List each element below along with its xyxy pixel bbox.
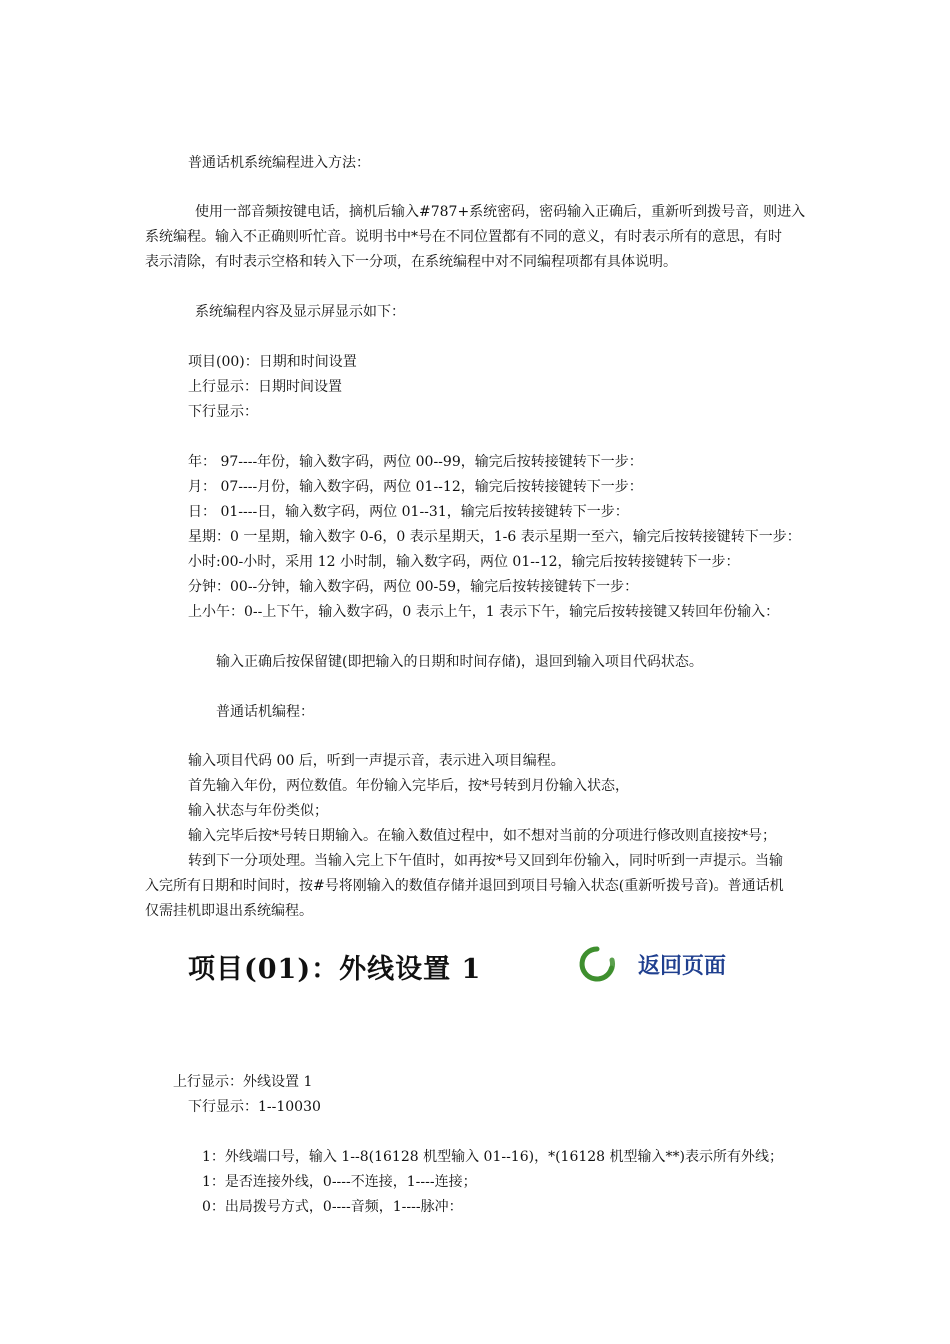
step-line: 输入完毕后按*号转日期输入。在输入数值过程中，如不想对当前的分项进行修改则直接按*号；: [188, 828, 776, 844]
item00-title: 项目(00)：日期和时间设置: [188, 354, 357, 370]
item00-upper-display: 上行显示：日期时间设置: [188, 379, 342, 395]
step-line: 输入项目代码 00 后，听到一声提示音，表示进入项目编程。: [188, 753, 565, 769]
intro-paragraph-line: 系统编程。输入不正确则听忙音。说明书中*号在不同位置都有不同的意义，有时表示所有的意思，有时: [145, 229, 782, 245]
item01-lower-display: 下行显示：1--10030: [188, 1099, 321, 1115]
item01-field-dial-mode: 0：出局拨号方式，0----音频，1----脉冲：: [202, 1199, 463, 1215]
item01-field-connect: 1：是否连接外线，0----不连接，1----连接；: [202, 1174, 477, 1190]
step-line: 仅需挂机即退出系统编程。: [145, 903, 313, 919]
step-line: 入完所有日期和时间时，按#号将刚输入的数值存储并退回到项目号输入状态(重新听拨号音)。普通话机: [145, 878, 784, 894]
intro-paragraph-line: 使用一部音频按键电话，摘机后输入#787+系统密码，密码输入正确后，重新听到拨号音，则进入: [195, 204, 806, 220]
field-month: 月： 07----月份，输入数字码，两位 01--12，输完后按转接键转下一步：: [188, 479, 643, 495]
back-to-page-link[interactable]: [578, 942, 726, 986]
save-note: 输入正确后按保留键(即把输入的日期和时间存储)，退回到输入项目代码状态。: [216, 654, 703, 670]
content-title: 系统编程内容及显示屏显示如下：: [195, 304, 405, 320]
step-line: 输入状态与年份类似；: [188, 803, 328, 819]
intro-title: 普通话机系统编程进入方法：: [188, 155, 370, 171]
step-line: 首先输入年份，两位数值。年份输入完毕后，按*号转到月份输入状态，: [188, 778, 629, 794]
item01-heading: 项目(01)：外线设置 1: [188, 954, 482, 985]
step-line: 转到下一分项处理。当输入完上下午值时，如再按*号又回到年份输入，同时听到一声提示。当输: [188, 853, 783, 869]
field-weekday: 星期：0 一星期，输入数字 0-6，0 表示星期天，1-6 表示星期一至六，输完后按转接键转下一步：: [188, 529, 801, 545]
item01-field-port: 1：外线端口号，输入 1--8(16128 机型输入 01--16)，*(16128 机型输入**)表示所有外线；: [202, 1149, 783, 1165]
item01-upper-display: 上行显示：外线设置 1: [173, 1074, 313, 1090]
field-minute: 分钟：00--分钟，输入数字码，两位 00-59，输完后按转接键转下一步：: [188, 579, 639, 595]
intro-paragraph-line: 表示清除，有时表示空格和转入下一分项，在系统编程中对不同编程项都有具体说明。: [145, 254, 677, 270]
item00-lower-display: 下行显示：: [188, 404, 258, 420]
programming-title: 普通话机编程：: [216, 704, 314, 720]
refresh-circle-icon: [578, 945, 616, 983]
field-hour: 小时:00-小时，采用 12 小时制，输入数字码，两位 01--12，输完后按转接键转下一步：: [188, 554, 740, 570]
field-year: 年： 97----年份，输入数字码，两位 00--99，输完后按转接键转下一步：: [188, 454, 643, 470]
back-link-label: 返回页面: [638, 953, 727, 979]
field-day: 日： 01----日，输入数字码，两位 01--31，输完后按转接键转下一步：: [188, 504, 629, 520]
field-ampm: 上小午：0--上下午，输入数字码，0 表示上午，1 表示下午，输完后按转接键又转回年份输入：: [188, 604, 780, 620]
